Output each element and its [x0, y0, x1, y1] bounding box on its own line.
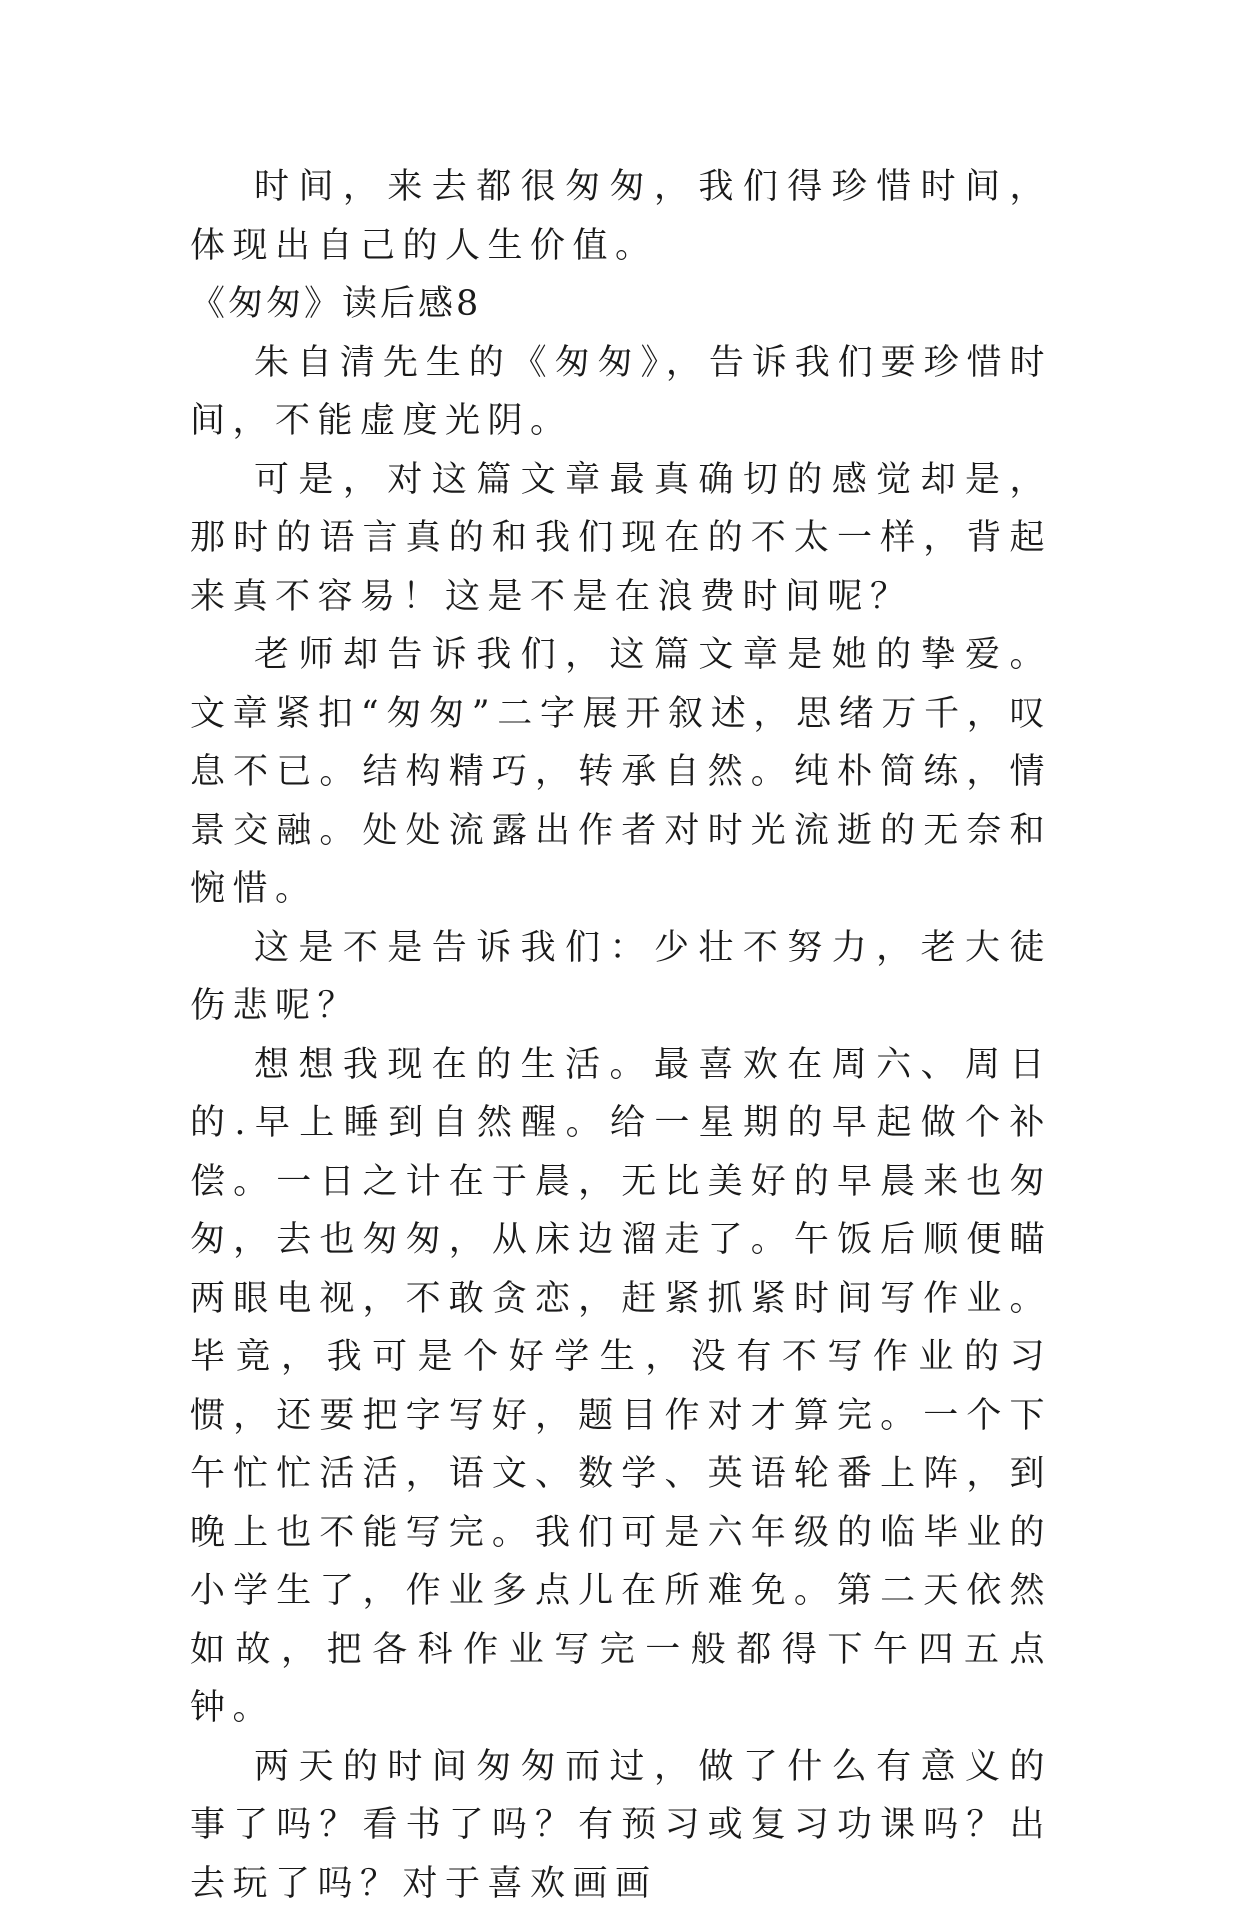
- paragraph: 老师却告诉我们，这篇文章是她的挚爱。文章紧扣“匆匆”二字展开叙述，思绪万千，叹息不已。结构精巧，转承自然。纯朴简练，情景交融。处处流露出作者对时光流逝的无奈和惋惜。: [190, 626, 1052, 919]
- paragraph: 可是，对这篇文章最真确切的感觉却是，那时的语言真的和我们现在的不太一样，背起来真不容易！这是不是在浪费时间呢？: [190, 451, 1052, 627]
- section-heading: 《匆匆》读后感8: [190, 275, 1052, 334]
- paragraph: 两天的时间匆匆而过，做了什么有意义的事了吗？看书了吗？有预习或复习功课吗？出去玩了吗？对于喜欢画画: [190, 1738, 1052, 1913]
- paragraph-intro: 时间，来去都很匆匆，我们得珍惜时间，体现出自己的人生价值。: [190, 158, 1052, 275]
- document-body: [190, 158, 1052, 1913]
- paragraph: 这是不是告诉我们：少壮不努力，老大徒伤悲呢？: [190, 919, 1052, 1036]
- paragraph: 朱自清先生的《匆匆》，告诉我们要珍惜时间，不能虚度光阴。: [190, 334, 1052, 451]
- paragraph: 想想我现在的生活。最喜欢在周六、周日的.早上睡到自然醒。给一星期的早起做个补偿。一日之计在于晨，无比美好的早晨来也匆匆，去也匆匆，从床边溜走了。午饭后顺便瞄两眼电视，不敢贪恋，赶紧抓紧时间写作业。毕竟，我可是个好学生，没有不写作业的习惯，还要把字写好，题目作对才算完。一个下午忙忙活活，语文、数学、英语轮番上阵，到晚上也不能写完。我们可是六年级的临毕业的小学生了，作业多点儿在所难免。第二天依然如故，把各科作业写完一般都得下午四五点钟。: [190, 1036, 1052, 1738]
